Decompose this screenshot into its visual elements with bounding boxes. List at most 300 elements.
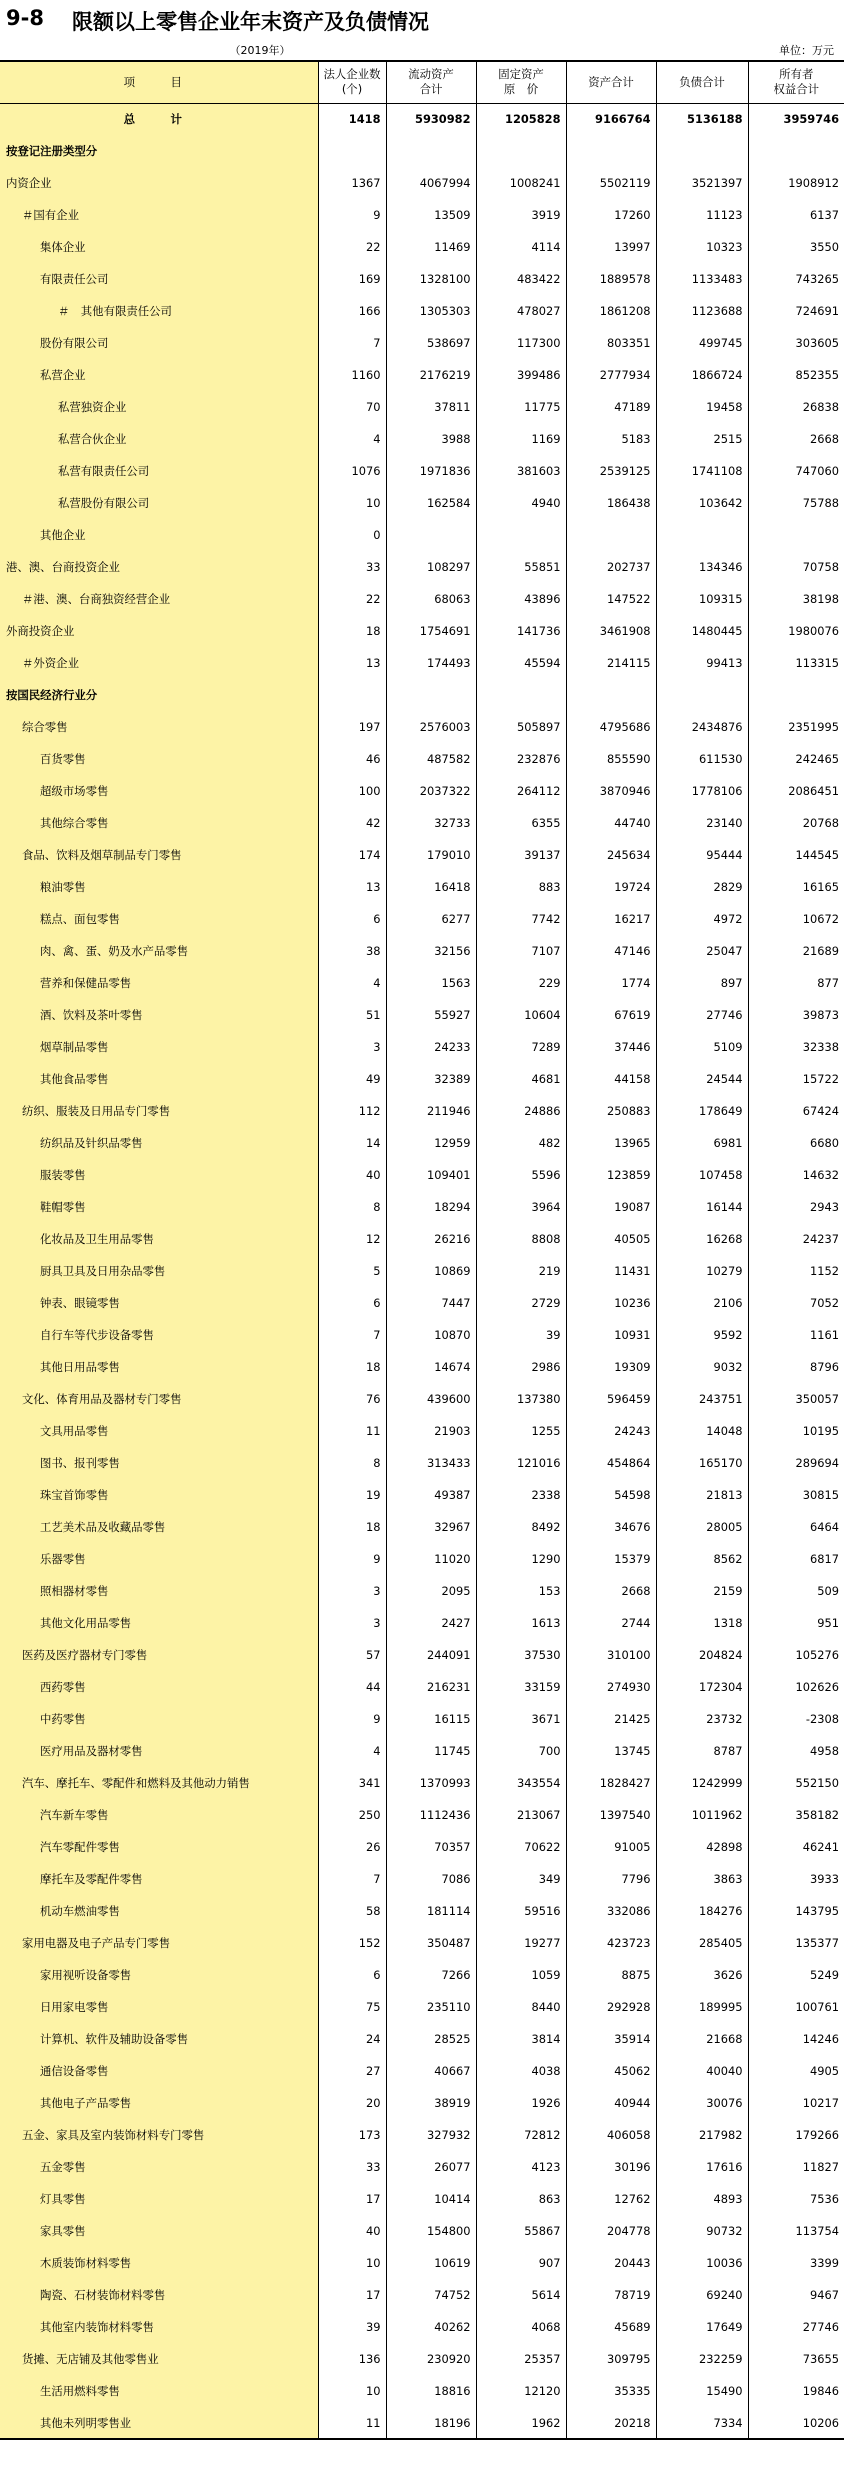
- cell-value: 1889578: [566, 263, 656, 295]
- cell-value: 1161: [748, 1319, 844, 1351]
- cell-value: 136: [318, 2343, 386, 2375]
- cell-value: 44740: [566, 807, 656, 839]
- cell-value: 37446: [566, 1031, 656, 1063]
- cell-value: 15722: [748, 1063, 844, 1095]
- table-row: [0, 2311, 844, 2343]
- table-row: [0, 1831, 844, 1863]
- cell-value: 1613: [476, 1607, 566, 1639]
- cell-value: 10206: [748, 2407, 844, 2439]
- cell-value: 11775: [476, 391, 566, 423]
- cell-value: 197: [318, 711, 386, 743]
- row-label: 烟草制品零售: [0, 1031, 318, 1063]
- cell-value: 75788: [748, 487, 844, 519]
- cell-value: 7536: [748, 2183, 844, 2215]
- cell-value: 341: [318, 1767, 386, 1799]
- cell-value: 803351: [566, 327, 656, 359]
- table-row: [0, 103, 844, 135]
- row-label: 日用家电零售: [0, 1991, 318, 2023]
- cell-value: 11020: [386, 1543, 476, 1575]
- cell-value: 186438: [566, 487, 656, 519]
- cell-value: 100761: [748, 1991, 844, 2023]
- cell-value: 423723: [566, 1927, 656, 1959]
- cell-value: 3919: [476, 199, 566, 231]
- cell-value: 27746: [748, 2311, 844, 2343]
- cell-value: 24243: [566, 1415, 656, 1447]
- cell-value: 3: [318, 1031, 386, 1063]
- cell-value: 1861208: [566, 295, 656, 327]
- cell-value: 34676: [566, 1511, 656, 1543]
- row-label: 乐器零售: [0, 1543, 318, 1575]
- cell-value: 1133483: [656, 263, 748, 295]
- cell-value: 179010: [386, 839, 476, 871]
- cell-value: 17: [318, 2183, 386, 2215]
- row-label: 纺织、服装及日用品专门零售: [0, 1095, 318, 1127]
- cell-value: 27746: [656, 999, 748, 1031]
- cell-value: 11827: [748, 2151, 844, 2183]
- cell-value: 8808: [476, 1223, 566, 1255]
- cell-value: 4068: [476, 2311, 566, 2343]
- cell-value: 3521397: [656, 167, 748, 199]
- row-label: 营养和保健品零售: [0, 967, 318, 999]
- table-row: [0, 903, 844, 935]
- cell-value: 75: [318, 1991, 386, 2023]
- cell-value: 3: [318, 1575, 386, 1607]
- table-row: [0, 679, 844, 711]
- cell-value: 33: [318, 2151, 386, 2183]
- header-line: (个): [341, 82, 363, 97]
- row-label: 中药零售: [0, 1703, 318, 1735]
- cell-value: 2539125: [566, 455, 656, 487]
- cell-value: 99413: [656, 647, 748, 679]
- row-label: 私营有限责任公司: [0, 455, 318, 487]
- row-label: 港、澳、台商投资企业: [0, 551, 318, 583]
- cell-value: 1255: [476, 1415, 566, 1447]
- cell-value: 6277: [386, 903, 476, 935]
- cell-value: 18816: [386, 2375, 476, 2407]
- cell-value: 174493: [386, 647, 476, 679]
- cell-value: 327932: [386, 2119, 476, 2151]
- cell-value: 1123688: [656, 295, 748, 327]
- cell-value: 6: [318, 1959, 386, 1991]
- table-row: [0, 1351, 844, 1383]
- cell-value: 11745: [386, 1735, 476, 1767]
- cell-value: [748, 135, 844, 167]
- cell-value: 10604: [476, 999, 566, 1031]
- cell-value: 16418: [386, 871, 476, 903]
- cell-value: 0: [318, 519, 386, 551]
- cell-value: 552150: [748, 1767, 844, 1799]
- row-label: 私营企业: [0, 359, 318, 391]
- row-label: 木质装饰材料零售: [0, 2247, 318, 2279]
- cell-value: 7796: [566, 1863, 656, 1895]
- cell-value: 10323: [656, 231, 748, 263]
- cell-value: 232876: [476, 743, 566, 775]
- cell-value: 21813: [656, 1479, 748, 1511]
- table-row: [0, 1479, 844, 1511]
- cell-value: 25047: [656, 935, 748, 967]
- cell-value: 55867: [476, 2215, 566, 2247]
- cell-value: 68063: [386, 583, 476, 615]
- cell-value: 165170: [656, 1447, 748, 1479]
- cell-value: 4: [318, 423, 386, 455]
- cell-value: 26838: [748, 391, 844, 423]
- row-label: 灯具零售: [0, 2183, 318, 2215]
- cell-value: 10: [318, 2375, 386, 2407]
- row-label: 有限责任公司: [0, 263, 318, 295]
- cell-value: 3863: [656, 1863, 748, 1895]
- cell-value: 44: [318, 1671, 386, 1703]
- cell-value: 4114: [476, 231, 566, 263]
- cell-value: 18: [318, 1351, 386, 1383]
- cell-value: 49: [318, 1063, 386, 1095]
- table-row: [0, 519, 844, 551]
- cell-value: 2729: [476, 1287, 566, 1319]
- cell-value: 78719: [566, 2279, 656, 2311]
- cell-value: 174: [318, 839, 386, 871]
- cell-value: 5614: [476, 2279, 566, 2311]
- cell-value: 24886: [476, 1095, 566, 1127]
- cell-value: 478027: [476, 295, 566, 327]
- cell-value: 4940: [476, 487, 566, 519]
- cell-value: 33: [318, 551, 386, 583]
- table-row: [0, 263, 844, 295]
- cell-value: 154800: [386, 2215, 476, 2247]
- cell-value: 3399: [748, 2247, 844, 2279]
- cell-value: 3814: [476, 2023, 566, 2055]
- cell-value: 15490: [656, 2375, 748, 2407]
- row-label: 私营独资企业: [0, 391, 318, 423]
- cell-value: 14246: [748, 2023, 844, 2055]
- row-label: 纺织品及针织品零售: [0, 1127, 318, 1159]
- assets-liabilities-table: [0, 60, 844, 2440]
- cell-value: 5136188: [656, 103, 748, 135]
- row-label: 家用视听设备零售: [0, 1959, 318, 1991]
- cell-value: 9: [318, 1543, 386, 1575]
- cell-value: 4958: [748, 1735, 844, 1767]
- row-label: 综合零售: [0, 711, 318, 743]
- header-row: [0, 61, 844, 103]
- column-header-current-assets: [386, 61, 476, 103]
- cell-value: 21425: [566, 1703, 656, 1735]
- column-header-equity: [748, 61, 844, 103]
- cell-value: 107458: [656, 1159, 748, 1191]
- cell-value: 13509: [386, 199, 476, 231]
- cell-value: 19846: [748, 2375, 844, 2407]
- row-label: 其他文化用品零售: [0, 1607, 318, 1639]
- cell-value: 105276: [748, 1639, 844, 1671]
- table-row: [0, 1639, 844, 1671]
- cell-value: 1418: [318, 103, 386, 135]
- cell-value: 12959: [386, 1127, 476, 1159]
- cell-value: [656, 519, 748, 551]
- row-label: 按国民经济行业分: [0, 679, 318, 711]
- cell-value: 216231: [386, 1671, 476, 1703]
- cell-value: 877: [748, 967, 844, 999]
- row-label: 钟表、眼镜零售: [0, 1287, 318, 1319]
- cell-value: 108297: [386, 551, 476, 583]
- cell-value: 16165: [748, 871, 844, 903]
- cell-value: 1741108: [656, 455, 748, 487]
- cell-value: 204824: [656, 1639, 748, 1671]
- cell-value: 19277: [476, 1927, 566, 1959]
- cell-value: 4893: [656, 2183, 748, 2215]
- cell-value: 16217: [566, 903, 656, 935]
- header-line: 固定资产: [498, 67, 544, 82]
- cell-value: 235110: [386, 1991, 476, 2023]
- table-row: [0, 359, 844, 391]
- cell-value: 1563: [386, 967, 476, 999]
- cell-value: 32733: [386, 807, 476, 839]
- cell-value: 406058: [566, 2119, 656, 2151]
- cell-value: 91005: [566, 1831, 656, 1863]
- cell-value: 14048: [656, 1415, 748, 1447]
- header-line: 权益合计: [773, 82, 820, 97]
- cell-value: 1367: [318, 167, 386, 199]
- row-label: 私营合伙企业: [0, 423, 318, 455]
- table-row: [0, 839, 844, 871]
- cell-value: 10672: [748, 903, 844, 935]
- cell-value: 20218: [566, 2407, 656, 2439]
- cell-value: 40944: [566, 2087, 656, 2119]
- cell-value: 9467: [748, 2279, 844, 2311]
- cell-value: 483422: [476, 263, 566, 295]
- cell-value: 2106: [656, 1287, 748, 1319]
- cell-value: 6981: [656, 1127, 748, 1159]
- cell-value: 37530: [476, 1639, 566, 1671]
- cell-value: 40667: [386, 2055, 476, 2087]
- cell-value: 30196: [566, 2151, 656, 2183]
- cell-value: 7334: [656, 2407, 748, 2439]
- cell-value: 109315: [656, 583, 748, 615]
- cell-value: 14674: [386, 1351, 476, 1383]
- table-row: [0, 199, 844, 231]
- cell-value: 16115: [386, 1703, 476, 1735]
- cell-value: 11469: [386, 231, 476, 263]
- cell-value: 1980076: [748, 615, 844, 647]
- cell-value: 7447: [386, 1287, 476, 1319]
- cell-value: 45062: [566, 2055, 656, 2087]
- cell-value: 10036: [656, 2247, 748, 2279]
- cell-value: 10195: [748, 1415, 844, 1447]
- cell-value: 13: [318, 871, 386, 903]
- row-label: 集体企业: [0, 231, 318, 263]
- cell-value: 3: [318, 1607, 386, 1639]
- cell-value: 2777934: [566, 359, 656, 391]
- cell-value: 1011962: [656, 1799, 748, 1831]
- cell-value: 21668: [656, 2023, 748, 2055]
- cell-value: 482: [476, 1127, 566, 1159]
- row-label: 照相器材零售: [0, 1575, 318, 1607]
- cell-value: 23732: [656, 1703, 748, 1735]
- cell-value: 14: [318, 1127, 386, 1159]
- cell-value: 147522: [566, 583, 656, 615]
- table-row: [0, 327, 844, 359]
- cell-value: 2943: [748, 1191, 844, 1223]
- cell-value: 7: [318, 1319, 386, 1351]
- row-label: ＃ 其他有限责任公司: [0, 295, 318, 327]
- cell-value: 20: [318, 2087, 386, 2119]
- cell-value: 229: [476, 967, 566, 999]
- cell-value: 399486: [476, 359, 566, 391]
- cell-value: 26: [318, 1831, 386, 1863]
- table-row: [0, 2407, 844, 2439]
- row-label: 生活用燃料零售: [0, 2375, 318, 2407]
- row-label: 其他室内装饰材料零售: [0, 2311, 318, 2343]
- cell-value: 18: [318, 1511, 386, 1543]
- cell-value: 26077: [386, 2151, 476, 2183]
- cell-value: 57: [318, 1639, 386, 1671]
- cell-value: 3550: [748, 231, 844, 263]
- cell-value: 20443: [566, 2247, 656, 2279]
- cell-value: 12762: [566, 2183, 656, 2215]
- cell-value: 10414: [386, 2183, 476, 2215]
- year-label: （2019年）: [229, 44, 291, 57]
- cell-value: 855590: [566, 743, 656, 775]
- cell-value: 30076: [656, 2087, 748, 2119]
- cell-value: 141736: [476, 615, 566, 647]
- cell-value: 1754691: [386, 615, 476, 647]
- row-label: 股份有限公司: [0, 327, 318, 359]
- table-row: [0, 2183, 844, 2215]
- cell-value: [566, 679, 656, 711]
- column-header-total-assets: 资产合计: [566, 61, 656, 103]
- cell-value: 1971836: [386, 455, 476, 487]
- cell-value: [656, 679, 748, 711]
- cell-value: 23140: [656, 807, 748, 839]
- cell-value: 22: [318, 583, 386, 615]
- cell-value: 2037322: [386, 775, 476, 807]
- cell-value: 1152: [748, 1255, 844, 1287]
- cell-value: 42898: [656, 1831, 748, 1863]
- cell-value: 121016: [476, 1447, 566, 1479]
- cell-value: 9592: [656, 1319, 748, 1351]
- cell-value: 49387: [386, 1479, 476, 1511]
- cell-value: 72812: [476, 2119, 566, 2151]
- cell-value: 487582: [386, 743, 476, 775]
- row-label: 其他未列明零售业: [0, 2407, 318, 2439]
- cell-value: 172304: [656, 1671, 748, 1703]
- header-line: 所有者: [779, 67, 814, 82]
- table-body: [0, 103, 844, 2439]
- header-line: 原 价: [503, 82, 539, 97]
- cell-value: 19309: [566, 1351, 656, 1383]
- cell-value: 11431: [566, 1255, 656, 1287]
- cell-value: 13745: [566, 1735, 656, 1767]
- cell-value: 135377: [748, 1927, 844, 1959]
- cell-value: 17260: [566, 199, 656, 231]
- cell-value: 724691: [748, 295, 844, 327]
- row-label: 机动车燃油零售: [0, 1895, 318, 1927]
- cell-value: 179266: [748, 2119, 844, 2151]
- cell-value: [748, 519, 844, 551]
- cell-value: 67619: [566, 999, 656, 1031]
- table-row: [0, 743, 844, 775]
- table-row: [0, 423, 844, 455]
- cell-value: 14632: [748, 1159, 844, 1191]
- cell-value: 4: [318, 1735, 386, 1767]
- cell-value: 40505: [566, 1223, 656, 1255]
- cell-value: 10870: [386, 1319, 476, 1351]
- cell-value: 1866724: [656, 359, 748, 391]
- table-number: 9-8: [6, 6, 44, 30]
- cell-value: 7742: [476, 903, 566, 935]
- cell-value: 2338: [476, 1479, 566, 1511]
- cell-value: 883: [476, 871, 566, 903]
- row-label: 其他综合零售: [0, 807, 318, 839]
- cell-value: 184276: [656, 1895, 748, 1927]
- cell-value: 16144: [656, 1191, 748, 1223]
- row-label: 文化、体育用品及器材专门零售: [0, 1383, 318, 1415]
- cell-value: 1828427: [566, 1767, 656, 1799]
- cell-value: 232259: [656, 2343, 748, 2375]
- cell-value: 5502119: [566, 167, 656, 199]
- cell-value: [386, 135, 476, 167]
- table-row: [0, 2023, 844, 2055]
- cell-value: 26216: [386, 1223, 476, 1255]
- cell-value: 46241: [748, 1831, 844, 1863]
- cell-value: 47146: [566, 935, 656, 967]
- row-label: 家具零售: [0, 2215, 318, 2247]
- cell-value: 1328100: [386, 263, 476, 295]
- table-row: [0, 871, 844, 903]
- cell-value: 3461908: [566, 615, 656, 647]
- row-label: 图书、报刊零售: [0, 1447, 318, 1479]
- cell-value: 219: [476, 1255, 566, 1287]
- cell-value: 3870946: [566, 775, 656, 807]
- cell-value: 7086: [386, 1863, 476, 1895]
- table-row: [0, 1223, 844, 1255]
- cell-value: 230920: [386, 2343, 476, 2375]
- table-row: [0, 711, 844, 743]
- cell-value: 40040: [656, 2055, 748, 2087]
- cell-value: 70357: [386, 1831, 476, 1863]
- cell-value: 538697: [386, 327, 476, 359]
- cell-value: 69240: [656, 2279, 748, 2311]
- cell-value: 189995: [656, 1991, 748, 2023]
- cell-value: 32967: [386, 1511, 476, 1543]
- row-label: 工艺美术品及收藏品零售: [0, 1511, 318, 1543]
- cell-value: 9: [318, 1703, 386, 1735]
- table-row: [0, 1735, 844, 1767]
- table-row: [0, 807, 844, 839]
- cell-value: 33159: [476, 1671, 566, 1703]
- cell-value: 9166764: [566, 103, 656, 135]
- cell-value: 153: [476, 1575, 566, 1607]
- row-label: 医药及医疗器材专门零售: [0, 1639, 318, 1671]
- cell-value: 102626: [748, 1671, 844, 1703]
- cell-value: 143795: [748, 1895, 844, 1927]
- row-label: 自行车等代步设备零售: [0, 1319, 318, 1351]
- cell-value: 4038: [476, 2055, 566, 2087]
- table-row: [0, 1767, 844, 1799]
- table-row: [0, 2215, 844, 2247]
- cell-value: 19087: [566, 1191, 656, 1223]
- cell-value: 350057: [748, 1383, 844, 1415]
- cell-value: 55927: [386, 999, 476, 1031]
- cell-value: 8: [318, 1447, 386, 1479]
- cell-value: 3933: [748, 1863, 844, 1895]
- row-label: 其他企业: [0, 519, 318, 551]
- table-row: [0, 1319, 844, 1351]
- table-row: [0, 2119, 844, 2151]
- cell-value: 499745: [656, 327, 748, 359]
- cell-value: 40: [318, 1159, 386, 1191]
- cell-value: 6: [318, 903, 386, 935]
- cell-value: 47189: [566, 391, 656, 423]
- unit-label: 单位：万元: [779, 44, 834, 57]
- cell-value: [386, 519, 476, 551]
- row-label: 糕点、面包零售: [0, 903, 318, 935]
